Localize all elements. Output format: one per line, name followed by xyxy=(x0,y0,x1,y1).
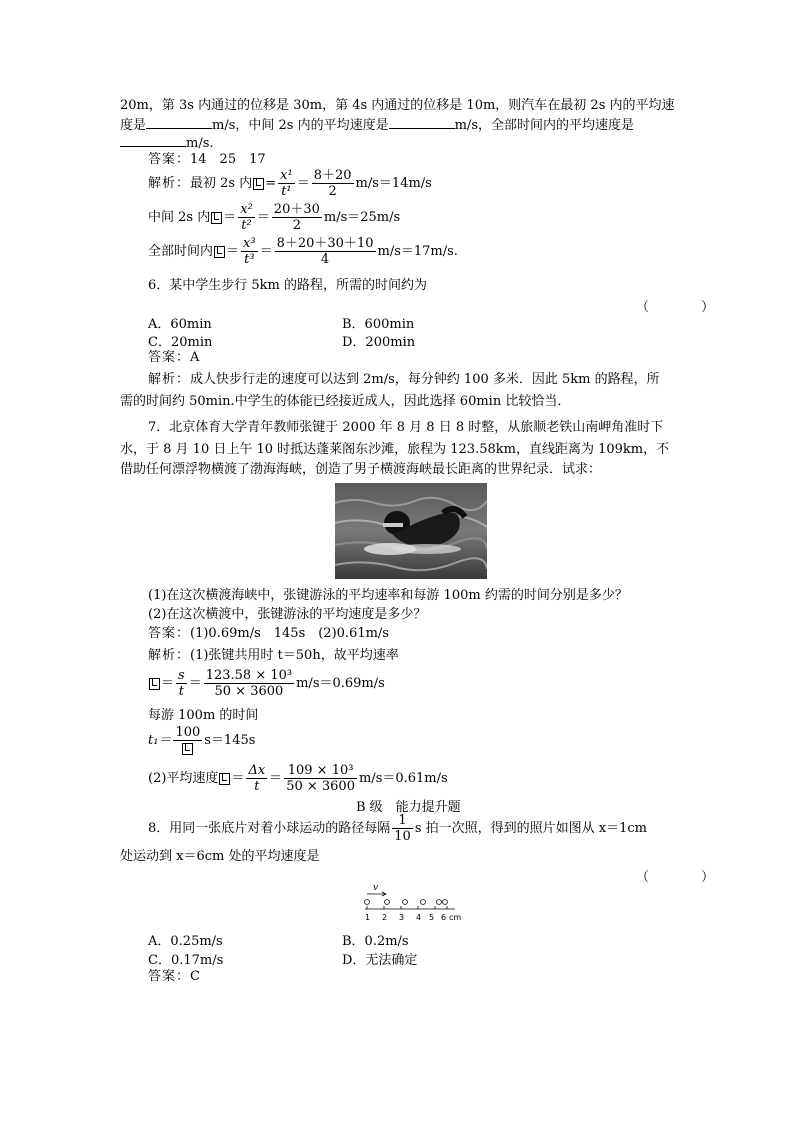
fraction xyxy=(272,202,322,233)
q8-answer-bracket: （ ） xyxy=(636,870,739,885)
q8-option-c: C．0.17m/s xyxy=(148,953,224,968)
fraction xyxy=(246,763,267,794)
frac-num: 109 × 10³ xyxy=(284,763,357,779)
frac-den: 50 × 3600 xyxy=(214,684,284,699)
fraction xyxy=(204,668,294,699)
frac-num: s xyxy=(178,668,185,683)
q7-analysis-4 xyxy=(148,724,708,758)
swimmer-photo xyxy=(335,483,487,579)
frac-num: 20＋30 xyxy=(273,202,320,217)
analysis-label: 解析： xyxy=(148,648,191,663)
q7-a5-pre: (2)平均速度 xyxy=(148,771,219,786)
q7-analysis-3: 每游 100m 的时间 xyxy=(148,708,259,723)
frac-num: Δx xyxy=(248,763,266,778)
tick-label: 3 xyxy=(399,913,405,922)
q5-a1-post: m/s＝14m/s xyxy=(355,176,432,191)
q5-analysis-2: 中间 2s 内 ＝ $\frac{\text{x²}}{\text{t²}}$ ＝ $\frac{20+30}{2}$ m/s＝25m/s xyxy=(148,202,401,233)
fraction xyxy=(176,668,187,699)
tick-label: 1 xyxy=(365,913,371,922)
frac-den xyxy=(173,741,202,756)
fraction xyxy=(392,813,413,844)
v-bar-symbol xyxy=(149,678,160,690)
q6-analysis-text-1: 成人快步行走的速度可以达到 2m/s，每分钟约 100 多米．因此 5km 的路程，所 xyxy=(190,372,660,387)
ruler-ticks xyxy=(367,906,447,909)
q5-a2-post: m/s＝25m/s xyxy=(323,210,401,225)
q8-option-a: A．0.25m/s xyxy=(148,934,223,949)
q7-a5-post: m/s＝0.61m/s xyxy=(358,771,448,786)
q8-stem-1a: 8．用同一张底片对着小球运动的路径每隔 xyxy=(148,821,391,836)
q6-answer-value: A xyxy=(190,350,200,365)
frac-num: 8＋20＋30＋10 xyxy=(276,236,374,251)
tick-label: 6 xyxy=(441,913,447,922)
q7-answer-value: (1)0.69m/s 145s (2)0.61m/s xyxy=(190,626,389,641)
ball-position xyxy=(365,900,370,905)
q5-line3-text: m/s. xyxy=(186,136,214,151)
blank-3 xyxy=(120,133,186,147)
q8-stem-2: 处运动到 x＝6cm 处的平均速度是 xyxy=(120,849,320,864)
q7-answer xyxy=(148,624,708,643)
frac-num: 123.58 × 10³ xyxy=(205,668,293,683)
blank-2 xyxy=(389,115,455,129)
q6-analysis-1 xyxy=(148,370,708,389)
tick-label: 5 xyxy=(429,913,435,922)
q7-sub-2: (2)在这次横渡中，张键游泳的平均速度是多少？ xyxy=(148,607,427,622)
answer-label: 答案： xyxy=(148,626,191,641)
q6-answer-bracket: （ ） xyxy=(636,300,739,315)
section-b-heading: B 级 能力提升题 xyxy=(356,800,461,815)
fraction xyxy=(238,202,255,233)
q8-option-b: B．0.2m/s xyxy=(342,934,409,949)
q8-option-d: D．无法确定 xyxy=(342,953,418,968)
q8-answer-value: C xyxy=(190,969,200,984)
q8-answer xyxy=(148,967,708,986)
v-bar-symbol xyxy=(211,212,222,224)
ball-position xyxy=(443,900,448,905)
fraction xyxy=(284,763,357,794)
q7-analysis-5: (2)平均速度 ＝ $\frac{\Delta x}{t}$ ＝ $\frac{\text{109 × 10³}}{50 \times 3600}$ m/s＝0.61m/s xyxy=(148,763,448,794)
fraction xyxy=(275,236,376,267)
q8-stem-1 xyxy=(148,812,708,846)
q6-option-a: A．60min xyxy=(148,317,212,332)
q5-answer-value: 14 25 17 xyxy=(190,152,266,167)
q6-option-c: C．20min xyxy=(148,335,213,350)
ball-position xyxy=(385,900,390,905)
ball-position xyxy=(421,900,426,905)
equals: ＝ xyxy=(161,676,175,691)
q7-a4-post: s＝145s xyxy=(204,733,256,748)
q5-answer xyxy=(148,150,708,169)
unit-label: cm xyxy=(449,913,462,922)
q7-a1: (1)张键共用时 t＝50h，故平均速率 xyxy=(190,648,399,663)
ball-position xyxy=(437,900,442,905)
q5-a3-post: m/s＝17m/s. xyxy=(377,244,458,259)
fraction xyxy=(173,725,202,756)
q5-line2 xyxy=(120,115,680,135)
q5-line1: 20m，第 3s 内通过的位移是 30m，第 4s 内通过的位移是 10m，则汽车在最初 2s 内的平均速 xyxy=(120,98,675,113)
answer-label: 答案： xyxy=(148,350,191,365)
q5-line2-b: m/s，中间 2s 内的平均速度是 xyxy=(212,118,389,133)
fraction xyxy=(312,168,354,199)
q5-a3-pre: 全部时间内 xyxy=(148,244,214,259)
analysis-label: 解析： xyxy=(148,372,191,387)
frac-den: t xyxy=(254,779,260,794)
frac-den: 2 xyxy=(292,218,301,233)
v-bar-symbol xyxy=(253,178,264,190)
v-bar-symbol xyxy=(214,246,225,258)
ball-position xyxy=(403,900,408,905)
q5-line2-a: 度是 xyxy=(120,118,147,133)
tick-label: 2 xyxy=(382,913,388,922)
frac-den: t³ xyxy=(244,252,255,267)
frac-num: x² xyxy=(240,202,253,217)
q7-analysis-1 xyxy=(148,646,708,665)
equals: = xyxy=(265,176,277,191)
frac-den: t xyxy=(178,684,184,699)
q5-line2-c: m/s，全部时间内的平均速度是 xyxy=(454,118,634,133)
frac-num: x³ xyxy=(243,236,256,251)
fraction xyxy=(241,236,258,267)
fraction xyxy=(278,168,295,199)
q8-stem-1b: s 拍一次照，得到的照片如图从 x＝1cm xyxy=(414,821,647,836)
frac-den: 4 xyxy=(320,252,330,267)
q7-a4-pre: t₁＝ xyxy=(148,733,172,748)
q5-a2-pre: 中间 2s 内 xyxy=(148,210,211,225)
answer-label: 答案： xyxy=(148,969,191,984)
q5-analysis-3: 全部时间内 ＝ $\frac{\text{x³}}{\text{t³}}$ ＝ $\frac{8+20+30+10}{4}$ m/s＝17m/s. xyxy=(148,236,458,267)
q6-option-b: B．600min xyxy=(342,317,415,332)
q7-stem-3: 借助任何漂浮物横渡了渤海海峡，创造了男子横渡海峡最长距离的世界纪录．试求： xyxy=(120,462,602,477)
q5-analysis-1: 解析：最初 2s 内 = $\frac{\text{x¹}}{\text{t¹}}$ ＝ $\frac{8+20}{2}$ m/s＝14m/s xyxy=(148,168,432,199)
q7-stem-2: 水，于 8 月 10 日上午 10 时抵达蓬莱阁东沙滩，旅程为 123.58km，直线距离为 109km，不 xyxy=(120,442,670,457)
v-bar-symbol xyxy=(219,773,230,785)
frac-den: 10 xyxy=(394,829,411,844)
q6-stem: 6．某中学生步行 5km 的路程，所需的时间约为 xyxy=(148,278,428,293)
frac-num: 100 xyxy=(175,725,201,740)
q7-sub-1: (1)在这次横渡海峡中，张键游泳的平均速率和每游 100m 约需的时间分别是多少？ xyxy=(148,588,628,603)
frac-num: 1 xyxy=(392,813,413,829)
ball-position-diagram xyxy=(355,880,465,925)
q5-a1-pre: 最初 2s 内 xyxy=(190,176,253,191)
frac-den: 2 xyxy=(328,184,337,199)
v-bar-symbol xyxy=(182,743,193,755)
answer-label: 答案： xyxy=(148,152,191,167)
q6-option-d: D．200min xyxy=(342,335,416,350)
q7-stem-1: 7．北京体育大学青年教师张键于 2000 年 8 月 8 日 8 时整，从旅顺老铁山南岬角准时下 xyxy=(148,420,664,435)
blank-1 xyxy=(146,115,212,129)
q7-a2-post: m/s＝0.69m/s xyxy=(296,676,385,691)
frac-den: t¹ xyxy=(281,184,292,199)
q6-answer xyxy=(148,348,708,367)
frac-num: 8＋20 xyxy=(313,168,352,183)
velocity-label: v xyxy=(373,883,379,893)
q6-analysis-2: 需的时间约 50min.中学生的体能已经接近成人，因此选择 60min 比较恰当． xyxy=(120,394,571,409)
frac-den: 50 × 3600 xyxy=(286,779,355,794)
tick-label: 4 xyxy=(416,913,422,922)
frac-den: t² xyxy=(241,218,252,233)
frac-num: x¹ xyxy=(280,168,293,183)
q7-analysis-2: ＝ $\frac{s}{t}$ ＝ $\frac{\text{123.58 × 10³}}{50 \times 3600}$ m/s＝0.69m/s xyxy=(148,667,708,701)
analysis-label: 解析： xyxy=(148,176,191,191)
